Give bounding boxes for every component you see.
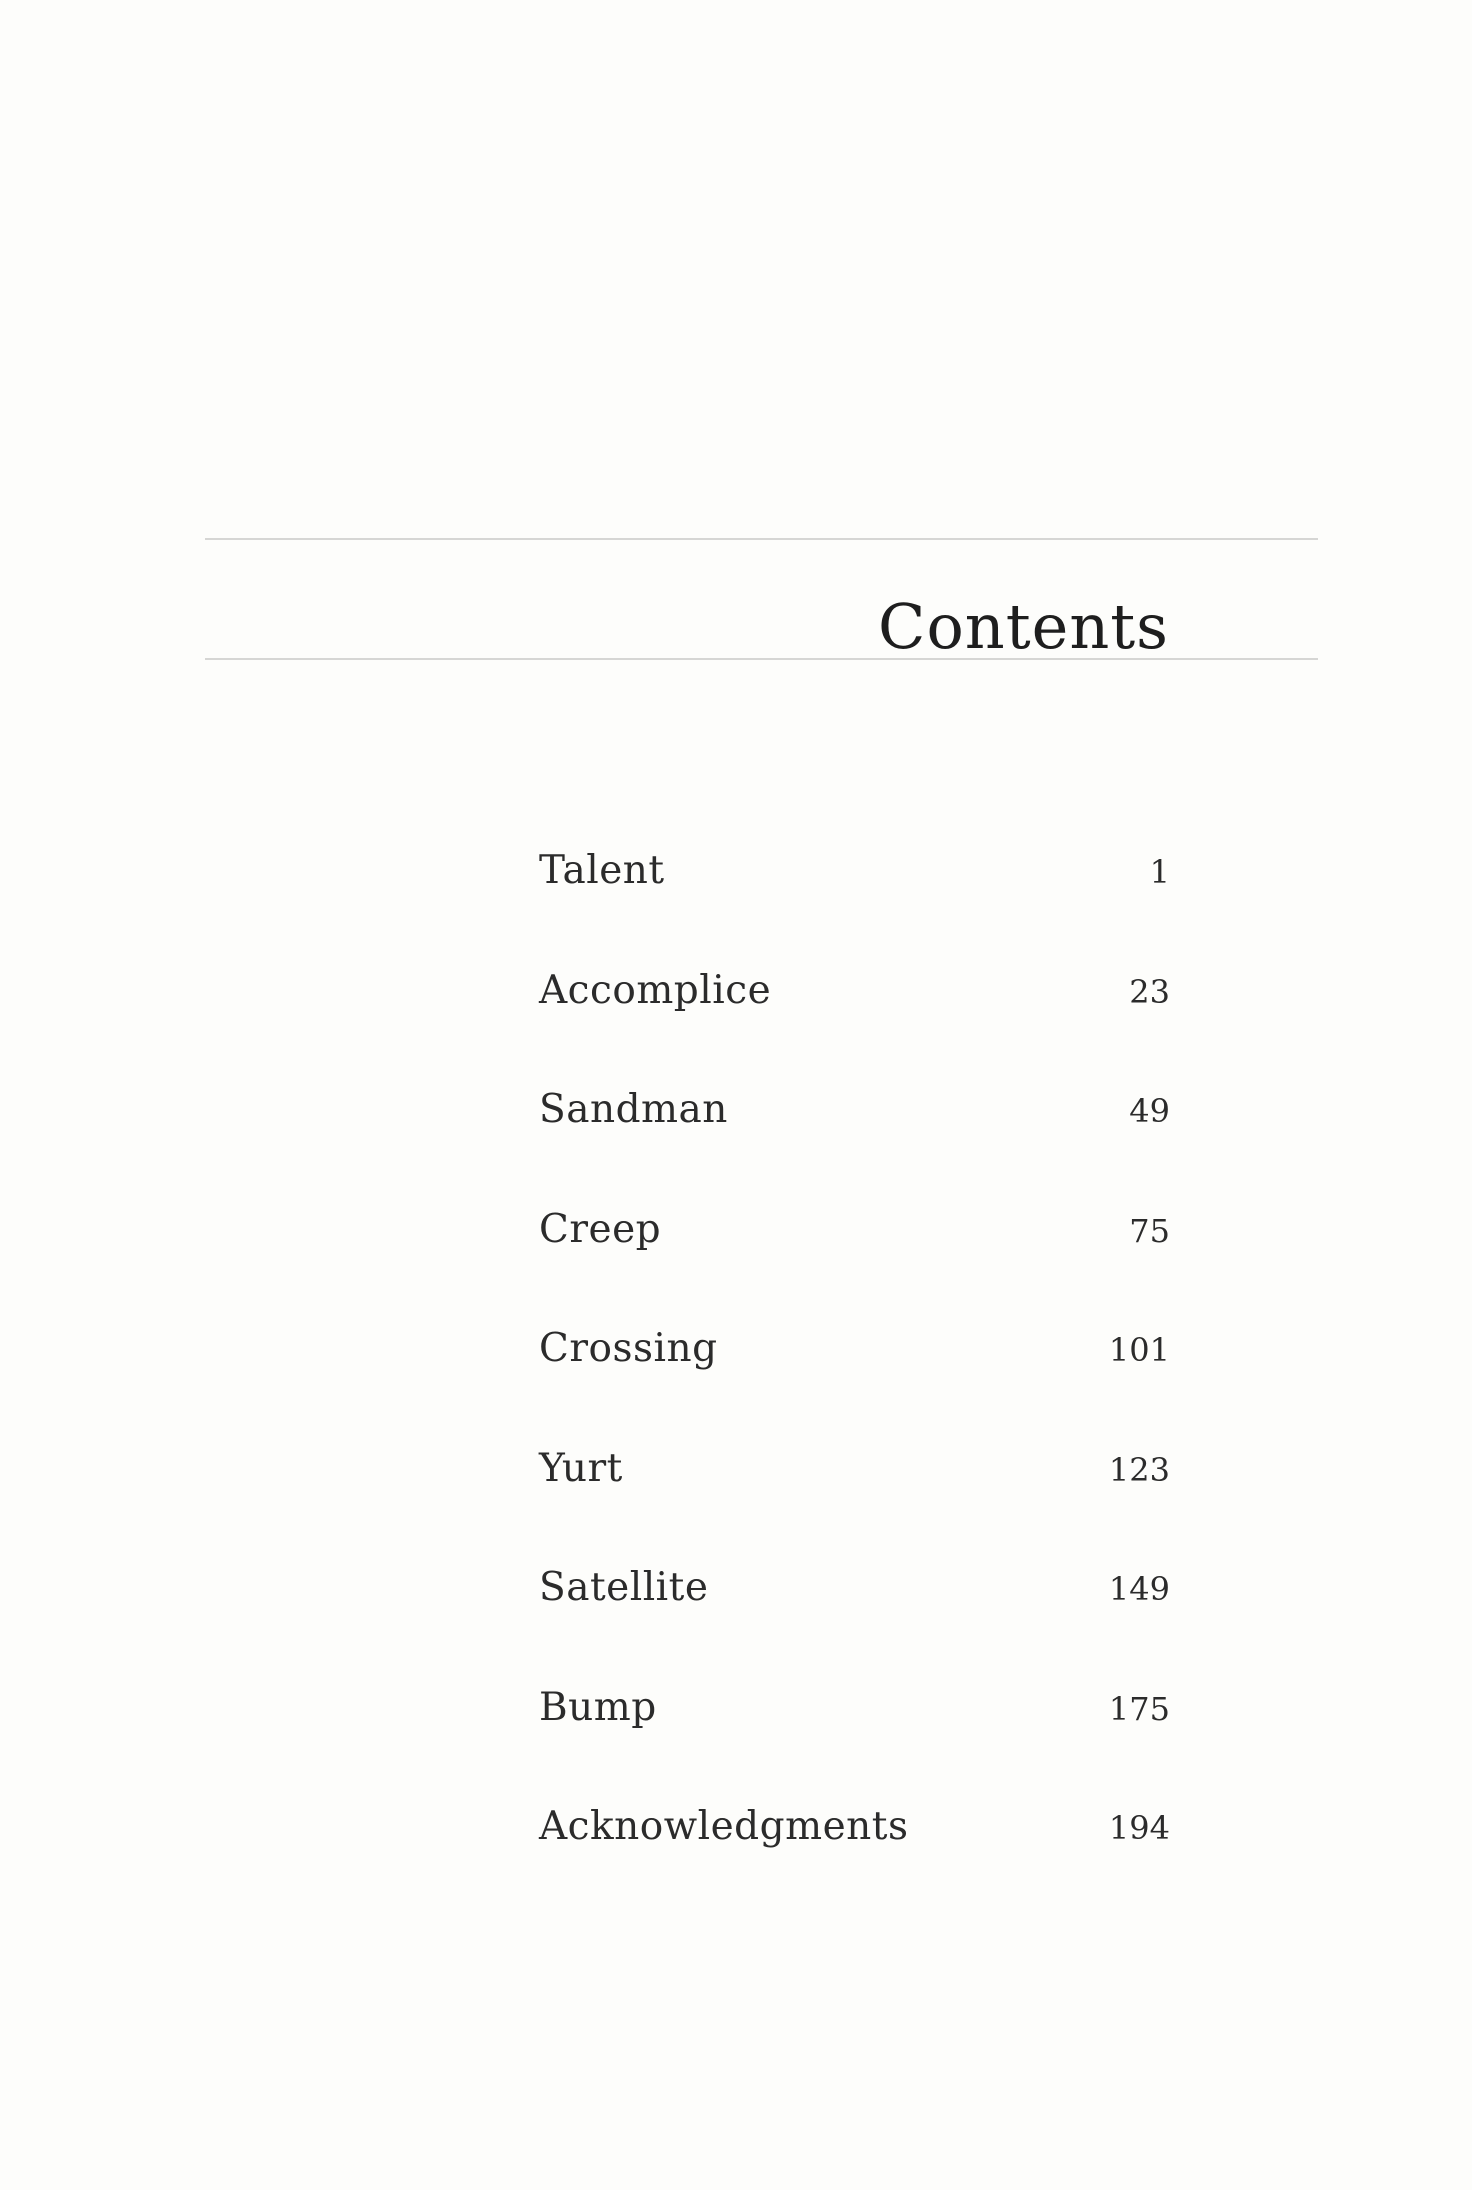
toc-entry-title: Yurt (539, 1445, 623, 1491)
toc-entry (539, 967, 1170, 1091)
toc-entry (539, 1206, 1170, 1330)
toc-entry-title: Creep (539, 1206, 662, 1252)
toc-entry-title: Crossing (539, 1326, 718, 1371)
toc-entry-page: 194 (1108, 1809, 1170, 1847)
toc-entry-page: 149 (1108, 1570, 1170, 1608)
toc-entry (539, 1326, 1170, 1449)
toc-entry-page: 49 (1129, 1092, 1170, 1130)
table-of-contents (539, 848, 1170, 1927)
toc-entry-title: Accomplice (539, 967, 772, 1013)
toc-entry-title: Talent (539, 848, 665, 893)
toc-entry-title: Bump (539, 1684, 657, 1730)
toc-entry (539, 1804, 1170, 1927)
toc-entry-page: 175 (1108, 1689, 1170, 1728)
top-rule (205, 538, 1318, 540)
toc-entry-page: 75 (1129, 1211, 1170, 1250)
toc-entry-page: 101 (1108, 1331, 1170, 1369)
toc-entry-title: Sandman (539, 1087, 728, 1132)
toc-entry (539, 1684, 1170, 1808)
toc-entry-page: 23 (1129, 972, 1170, 1011)
toc-entry-title: Acknowledgments (539, 1804, 909, 1849)
toc-entry-title: Satellite (539, 1565, 709, 1610)
toc-entry-page: 123 (1108, 1450, 1170, 1489)
toc-entry (539, 1087, 1170, 1210)
toc-entry (539, 1565, 1170, 1688)
toc-entry (539, 848, 1170, 971)
bottom-rule (205, 658, 1318, 660)
toc-entry-page: 1 (1149, 853, 1170, 891)
page-title: Contents (878, 590, 1169, 663)
toc-entry (539, 1445, 1170, 1569)
